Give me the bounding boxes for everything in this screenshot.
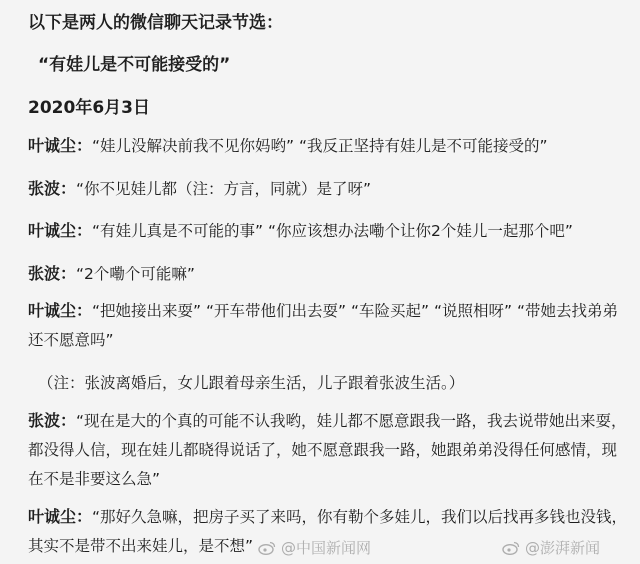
section-heading: 以下是两人的微信聊天记录节选： — [28, 13, 283, 33]
weibo-icon — [502, 541, 520, 555]
chat-paragraph — [28, 174, 628, 204]
chat-text: “娃儿没解决前我不见你妈哟” “我反正坚持有娃儿是不可能接受的” — [92, 137, 548, 155]
watermark-text: @澎湃新闻 — [525, 539, 601, 557]
watermark-text: @中国新闻网 — [281, 539, 372, 557]
date-label: 2020年6月3日 — [28, 98, 150, 118]
speaker-name: 张波： — [28, 179, 77, 198]
speaker-name: 张波： — [28, 411, 77, 430]
chat-paragraph — [28, 406, 628, 494]
chat-text: “那好久急嘛，把房子买了来吗，你有勒个多娃儿，我们以后找再多钱也没钱，其实不是带不出来娃儿，是不想” — [28, 508, 628, 555]
quote-title: “有娃儿是不可能接受的” — [38, 55, 231, 75]
speaker-name: 叶诚尘： — [28, 136, 93, 155]
speaker-name: 叶诚尘： — [28, 221, 93, 240]
watermark-chinanews — [258, 537, 371, 558]
chat-text: “有娃儿真是不可能的事” “你应该想办法嘞个让你2个娃儿一起那个吧” — [92, 222, 573, 240]
chat-paragraph — [28, 296, 628, 355]
chat-paragraph — [28, 131, 628, 161]
chat-text: “现在是大的个真的可能不认我哟，娃儿都不愿意跟我一路，我去说带她出来耍，都没得人信，现在娃儿都晓得说话了，她不愿意跟我一路，她跟弟弟没得任何感情，现在不是非要这么急” — [28, 412, 627, 488]
watermark-thepaper — [502, 537, 600, 558]
chat-paragraph — [28, 259, 628, 289]
speaker-name: 张波： — [28, 264, 77, 283]
editor-note: （注：张波离婚后，女儿跟着母亲生活，儿子跟着张波生活。） — [38, 374, 465, 392]
chat-text: “你不见娃儿都（注：方言，同就）是了呀” — [76, 180, 372, 198]
weibo-icon — [258, 541, 276, 555]
speaker-name: 叶诚尘： — [28, 507, 93, 526]
chat-text: “2个嘞个可能嘛” — [76, 265, 195, 283]
chat-paragraph — [28, 216, 628, 246]
chat-text: “把她接出来耍” “开车带他们出去耍” “车险买起” “说照相呀” “带她去找弟弟还不愿意吗” — [28, 302, 618, 349]
speaker-name: 叶诚尘： — [28, 301, 93, 320]
